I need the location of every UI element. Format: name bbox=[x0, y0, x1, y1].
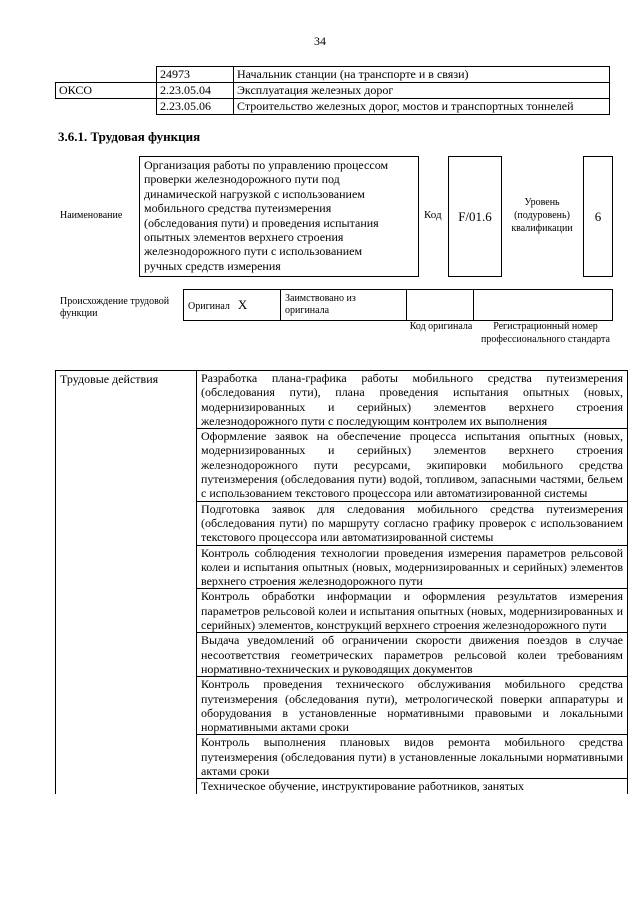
function-name-line: Организация работы по управлению процессом bbox=[144, 158, 389, 172]
function-name-line: проверки железнодорожного пути под bbox=[144, 172, 340, 187]
codes-cell-name: Строительство железных дорог, мостов и транспортных тоннелей bbox=[234, 99, 610, 115]
labor-action-item: Оформление заявок на обеспечение процесса испытания опытных (новых, модернизированных и серийных) элементов верхнего строения железнодорожного пути ресурсами, экипировки мобильного средства путеизмерения (обследования пути) водой, топливом, запасными частями, бельем с использованием текстового процессора или автоматизированной системы bbox=[197, 429, 628, 501]
function-name-line: ручных средств измерения bbox=[144, 258, 281, 273]
codes-cell-code: 24973 bbox=[157, 67, 234, 83]
codes-cell-group: ОКСО bbox=[56, 83, 157, 99]
codes-table bbox=[55, 66, 610, 115]
origin-row bbox=[184, 290, 613, 321]
codes-row bbox=[56, 99, 610, 115]
codes-cell-code: 2.23.05.06 bbox=[157, 99, 234, 115]
codes-row bbox=[56, 67, 610, 83]
codes-cell-name: Начальник станции (на транспорте и в связи) bbox=[234, 67, 610, 83]
codes-cell-name: Эксплуатация железных дорог bbox=[234, 83, 610, 99]
labor-action-item: Подготовка заявок для следования мобильного средства путеизмерения (обследования пути) по маршруту согласно графику проверок с использованием текстового процессора или автоматизированной системы bbox=[197, 501, 628, 545]
function-name-line: опытных элементов верхнего строения bbox=[144, 230, 344, 245]
codes-cell-code: 2.23.05.04 bbox=[157, 83, 234, 99]
labor-action-item: Контроль соблюдения технологии проведения измерения параметров рельсовой колеи и испытания опытных (новых, модернизированных и серийных) элементов верхнего строения железнодорожного пути bbox=[197, 545, 628, 589]
section-title: 3.6.1. Трудовая функция bbox=[58, 129, 201, 144]
page-number: 34 bbox=[314, 34, 326, 48]
function-name-line: железнодорожного пути с использованием bbox=[144, 244, 363, 259]
labor-action-item: Разработка плана-графика работы мобильного средства путеизмерения (обследования пути), плана проведения испытания опытных (новых, модернизированных и серийных) элементов верхнего строения железнодорожного пути с последующим контролем их выполнения bbox=[197, 371, 628, 429]
reg-number-cell bbox=[474, 290, 613, 321]
table-row bbox=[56, 371, 628, 429]
function-name-box bbox=[139, 156, 419, 277]
reg-number-label: Регистрационный номер профессионального стандарта bbox=[481, 321, 610, 345]
code-original-label: Код оригинала bbox=[409, 321, 473, 332]
level-value: 6 bbox=[583, 156, 613, 277]
code-value: F/01.6 bbox=[448, 156, 502, 277]
labor-action-item: Контроль проведения технического обслуживания мобильного средства путеизмерения (обследования пути), метрологической поверки аппаратуры и оборудования в установленные нормативными правовыми и локальными нормативными актами сроки bbox=[197, 677, 628, 735]
function-name-line: (обследования пути) и проведения испытания bbox=[144, 215, 379, 230]
origin-table bbox=[183, 289, 613, 321]
labor-action-item: Контроль обработки информации и оформления результатов измерения параметров рельсовой колеи и испытания опытных (новых, модернизированных и серийных) элементов, конструкций верхнего строения железнодорожного пути bbox=[197, 589, 628, 633]
original-label: Оригинал bbox=[188, 301, 230, 312]
codes-cell-group bbox=[56, 99, 157, 115]
name-label: Наименование bbox=[60, 210, 123, 221]
code-original-cell bbox=[407, 290, 474, 321]
function-name-line: мобильного средства путеизмерения bbox=[144, 201, 332, 216]
labor-action-item: Контроль выполнения плановых видов ремонта мобильного средства путеизмерения (обследования пути) в установленные локальными нормативными актами сроки bbox=[197, 735, 628, 779]
origin-original-cell bbox=[184, 290, 281, 321]
borrowed-label: Заимствовано из оригинала bbox=[281, 290, 407, 321]
labor-action-item: Выдача уведомлений об ограничении скорости движения поездов в случае несоответствия геометрических параметров рельсовой колеи требованиям нормативно-технических и руководящих документов bbox=[197, 633, 628, 677]
level-label: Уровень (подуровень) квалификации bbox=[511, 197, 573, 234]
labor-actions-label: Трудовые действия bbox=[56, 371, 197, 794]
codes-cell-group bbox=[56, 67, 157, 83]
labor-actions-table bbox=[55, 370, 628, 794]
codes-row bbox=[56, 83, 610, 99]
labor-action-item: Техническое обучение, инструктирование работников, занятых bbox=[197, 779, 628, 794]
code-label: Код bbox=[424, 209, 442, 221]
original-mark: X bbox=[237, 297, 248, 312]
origin-label: Происхождение трудовой функции bbox=[60, 296, 170, 319]
function-name-line: динамической нагрузкой с использованием bbox=[144, 186, 365, 201]
